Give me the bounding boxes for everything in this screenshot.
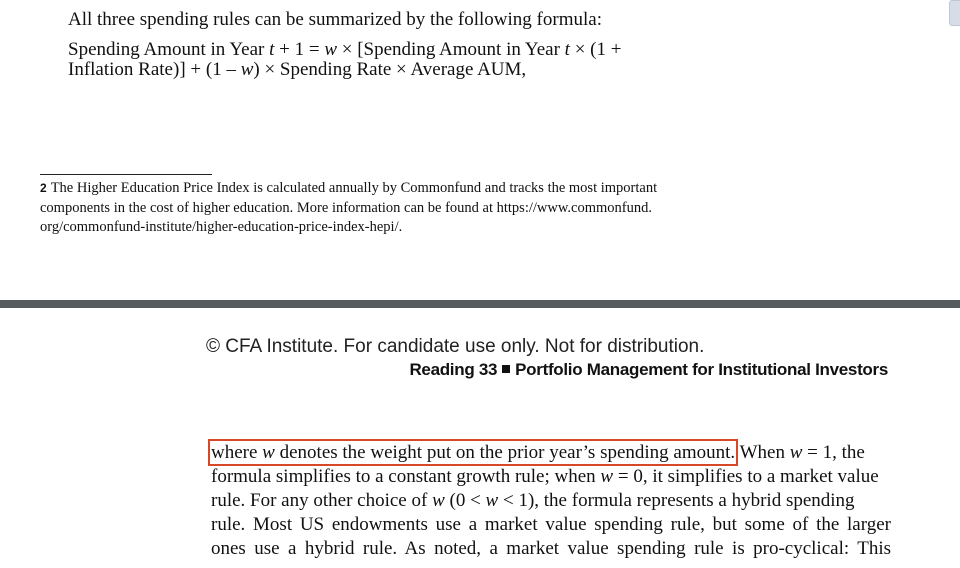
- body-line-3: rule. For any other choice of w (0 < w < 1), the formula represents a hybrid spending: [211, 490, 855, 511]
- footnote-number: 2: [40, 181, 47, 195]
- reading-title: Portfolio Management for Institutional Investors: [515, 360, 888, 379]
- running-head: [409, 360, 888, 380]
- body-line-1: where w denotes the weight put on the prior year’s spending amount. When w = 1, the: [211, 442, 865, 463]
- intro-sentence: All three spending rules can be summarized by the following formula:: [68, 9, 602, 30]
- body-line-4: rule. Most US endowments use a market value spending rule, but some of the larger: [211, 514, 891, 535]
- body-line-2: formula simplifies to a constant growth rule; when w = 0, it simplifies to a market value: [211, 466, 879, 487]
- copyright-notice: © CFA Institute. For candidate use only. Not for distribution.: [206, 336, 705, 357]
- square-bullet-icon: [502, 365, 510, 373]
- footnote-text-line-3: org/commonfund-institute/higher-education-price-index-hepi/.: [40, 219, 403, 235]
- spending-formula: [68, 40, 621, 80]
- footnote-separator: [40, 174, 212, 175]
- highlighted-sentence[interactable]: where w denotes the weight put on the prior year’s spending amount.: [211, 442, 736, 463]
- page-divider: [0, 300, 960, 308]
- body-paragraph: [211, 441, 891, 561]
- formula-line-2: Inflation Rate)] + (1 – w) × Spending Rate × Average AUM,: [68, 59, 527, 80]
- formula-line-1: Spending Amount in Year t + 1 = w × [Spending Amount in Year t × (1 +: [68, 39, 622, 60]
- scrollbar-thumb[interactable]: [949, 0, 960, 26]
- footnote-text-line-1: The Higher Education Price Index is calculated annually by Commonfund and tracks the most important: [50, 180, 658, 196]
- footnote-text-line-2: components in the cost of higher education. More information can be found at https://www.commonfund.: [40, 199, 652, 216]
- reading-number: Reading 33: [409, 360, 498, 379]
- body-line-5: ones use a hybrid rule. As noted, a market value spending rule is pro-cyclical: This: [211, 538, 891, 559]
- footnote-2: [40, 179, 740, 238]
